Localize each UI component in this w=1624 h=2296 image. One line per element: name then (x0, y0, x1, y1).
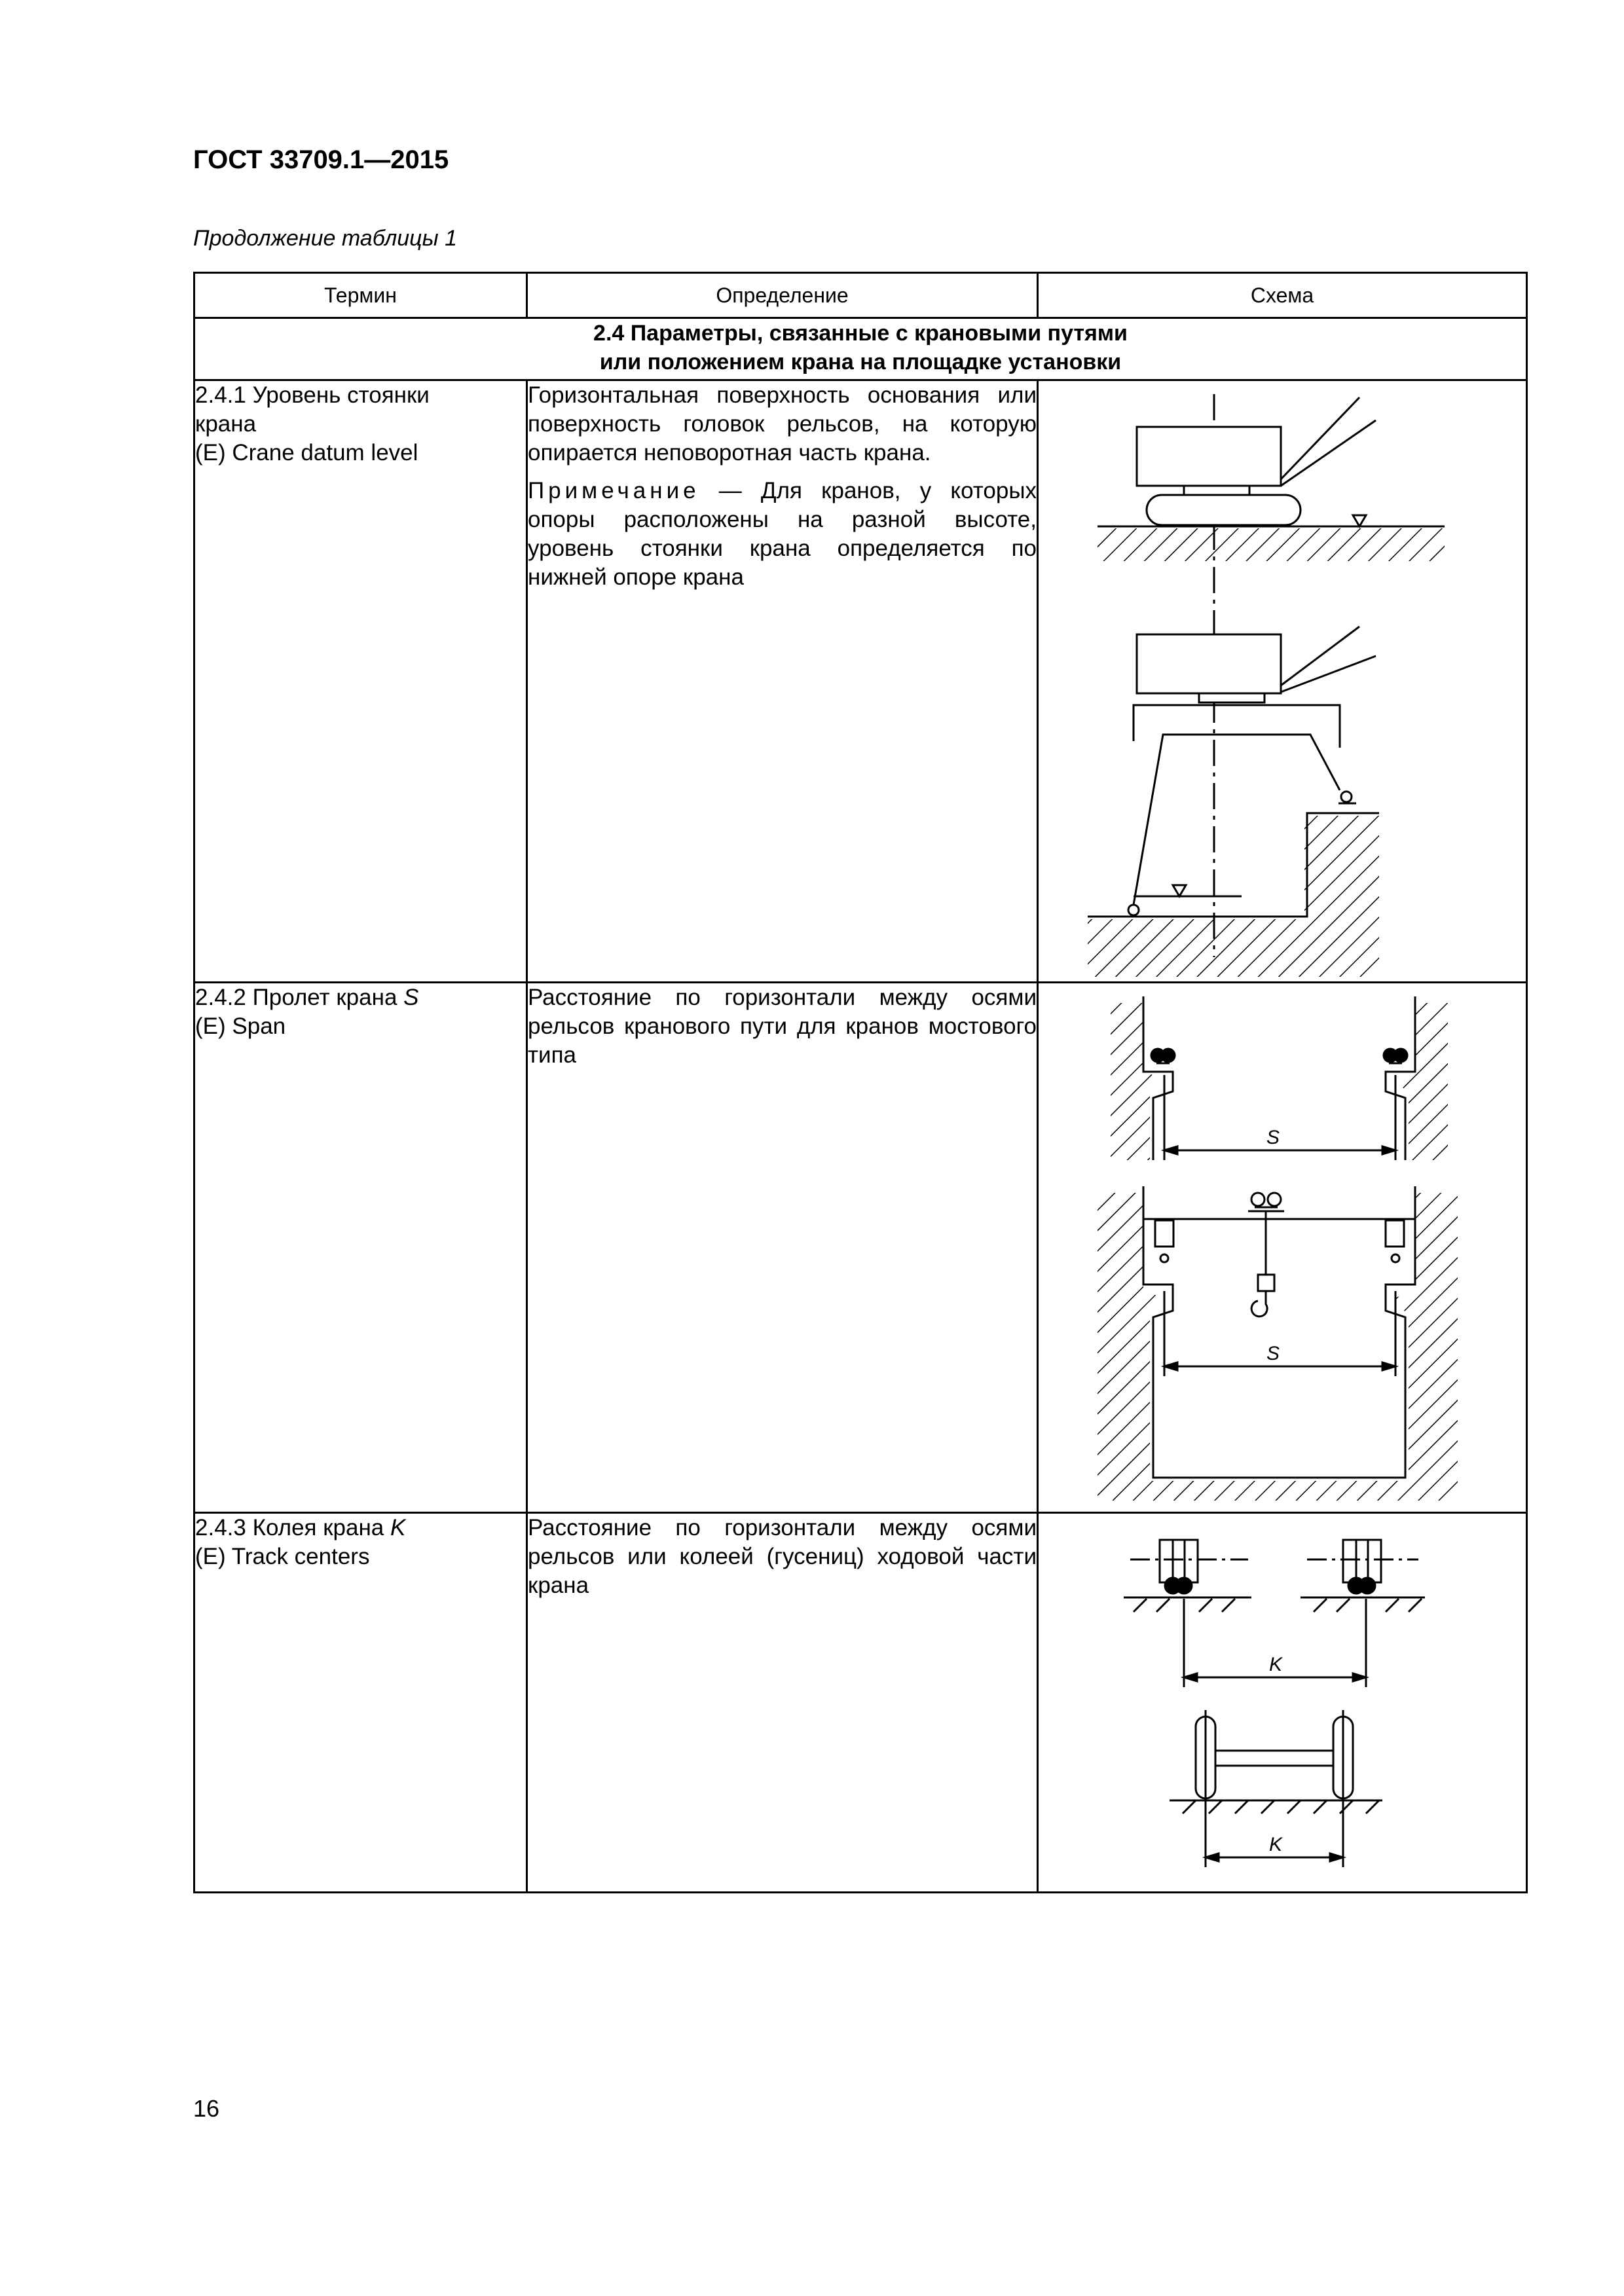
definition-cell (527, 983, 1038, 1513)
section-heading (194, 318, 1527, 380)
term-cell (194, 983, 527, 1513)
standard-title: ГОСТ 33709.1—2015 (193, 145, 449, 174)
term-name (195, 1514, 526, 1542)
span-label-bottom: S (1266, 1343, 1280, 1364)
definition-text: Горизонтальная поверхность основания или поверхность головок рельсов, на которую опирается неповоротная часть крана. (528, 382, 1037, 465)
definition-text: Расстояние по горизонтали между осями рельсов или колеей (гусениц) ходовой части крана (528, 1515, 1037, 1598)
note-label: Примечание (528, 478, 700, 503)
term-name (195, 983, 526, 1012)
definition-note (528, 477, 1037, 592)
track-centers-diagram (1039, 1514, 1524, 1889)
span-label-top: S (1266, 1127, 1280, 1148)
section-heading-line-2: или положением крана на площадке установки (599, 350, 1122, 374)
table-row (194, 1513, 1527, 1893)
scheme-cell (1038, 1513, 1527, 1893)
column-header-scheme: Схема (1038, 273, 1527, 318)
span-diagram (1039, 983, 1524, 1510)
term-name: 2.4.1 Уровень стоянки (195, 382, 430, 408)
section-row (194, 318, 1527, 380)
table-row (194, 983, 1527, 1513)
term-english: (E) Crane datum level (195, 440, 418, 465)
term-cell (194, 380, 527, 983)
definition-cell (527, 380, 1038, 983)
definition-cell (527, 1513, 1038, 1893)
term-symbol: S (403, 985, 419, 1010)
column-header-term: Термин (194, 273, 527, 318)
section-heading-line-1: 2.4 Параметры, связанные с крановыми путями (593, 321, 1128, 346)
scheme-cell (1038, 380, 1527, 983)
table-continuation-caption: Продолжение таблицы 1 (193, 226, 457, 251)
scheme-cell (1038, 983, 1527, 1513)
term-english: (E) Track centers (195, 1544, 370, 1569)
page-number: 16 (193, 2095, 220, 2122)
term-name-continued: крана (195, 411, 257, 437)
track-label-top: K (1268, 1654, 1283, 1675)
term-cell (194, 1513, 527, 1893)
term-name-text: 2.4.3 Колея крана (195, 1515, 390, 1540)
table-row (194, 380, 1527, 983)
term-symbol: K (390, 1515, 406, 1540)
note-text: — Для кранов, у которых опоры расположены на разной высоте, уровень стоянки крана определяется по нижней опоре крана (528, 478, 1037, 590)
definition-text: Расстояние по горизонтали между осями рельсов кранового пути для кранов мостового типа (528, 985, 1037, 1068)
term-name-text: 2.4.2 Пролет крана (195, 985, 404, 1010)
table-header-row (194, 273, 1527, 318)
term-english: (E) Span (195, 1013, 286, 1039)
track-label-bottom: K (1268, 1834, 1283, 1855)
terms-table (193, 272, 1528, 1893)
crane-datum-level-diagram (1039, 381, 1524, 979)
column-header-definition: Определение (527, 273, 1038, 318)
